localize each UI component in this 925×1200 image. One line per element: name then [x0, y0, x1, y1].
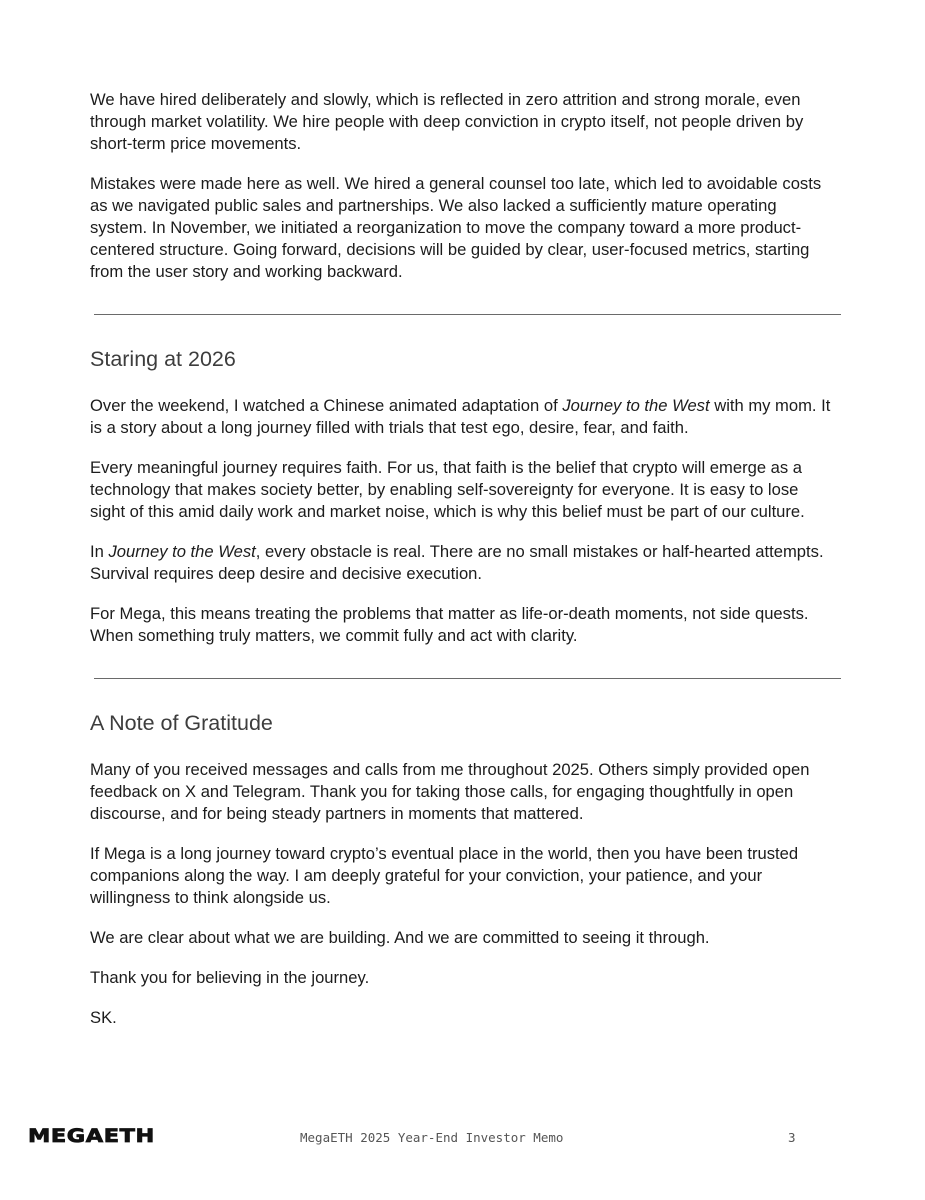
paragraph-faith: Every meaningful journey requires faith. For us, that faith is the belief that crypto will emerge as a technology that makes society better, by enabling self-sovereignty for everyone. It is easy to lose sight of this amid daily work and market noise, which is why this belief must be part of our culture.: [90, 458, 805, 521]
paragraph-hiring: We have hired deliberately and slowly, which is reflected in zero attrition and strong morale, even through market volatility. We hire people with deep conviction in crypto itself, not people driven by short-term price movements.: [90, 90, 804, 153]
paragraph-weekend-text-end: with my mom. It is a story about a long journey filled with trials that test ego, desire, fear, and faith.: [90, 396, 831, 437]
page-footer: [0, 1124, 925, 1150]
paragraph-thanks-calls: Many of you received messages and calls from me throughout 2025. Others simply provided open feedback on X and Telegram. Thank you for taking those calls, for engaging thoughtfully in open discourse, and for being steady partners in moments that mattered.: [90, 760, 810, 823]
memo-body: [90, 89, 835, 1047]
megaeth-logo: MEGAETH: [28, 1125, 155, 1147]
section-divider: [94, 678, 841, 679]
paragraph-mega-commitment: For Mega, this means treating the problems that matter as life-or-death moments, not side quests. When something truly matters, we commit fully and act with clarity.: [90, 604, 809, 645]
signature: SK.: [90, 1008, 117, 1027]
paragraph-obstacles-text-start: In: [90, 542, 109, 561]
paragraph-obstacles-text-end: , every obstacle is real. There are no small mistakes or half-hearted attempts. Survival requires deep desire and decisive execution.: [90, 542, 824, 583]
book-title: Journey to the West: [562, 396, 710, 415]
section-divider: [94, 314, 841, 315]
book-title: Journey to the West: [108, 542, 256, 561]
footer-title: MegaETH 2025 Year-End Investor Memo: [300, 1130, 564, 1145]
section-heading-2026: Staring at 2026: [90, 347, 236, 371]
section-heading-gratitude: A Note of Gratitude: [90, 711, 273, 735]
paragraph-clear-building: We are clear about what we are building. And we are committed to seeing it through.: [90, 928, 710, 947]
page-number: 3: [788, 1130, 796, 1145]
paragraph-obstacles: [90, 541, 835, 585]
paragraph-believing: Thank you for believing in the journey.: [90, 968, 370, 987]
paragraph-mistakes: Mistakes were made here as well. We hired a general counsel too late, which led to avoidable costs as we navigated public sales and partnerships. We also lacked a sufficiently mature operating system. In November, we initiated a reorganization to move the company toward a more product-centered structure. Going forward, decisions will be guided by clear, user-focused metrics, starting from the user story and working backward.: [90, 174, 822, 281]
paragraph-weekend-text-start: Over the weekend, I watched a Chinese animated adaptation of: [90, 396, 563, 415]
paragraph-weekend: [90, 395, 835, 439]
paragraph-companions: If Mega is a long journey toward crypto’s eventual place in the world, then you have been trusted companions along the way. I am deeply grateful for your conviction, your patience, and your willingness to think alongside us.: [90, 844, 799, 907]
